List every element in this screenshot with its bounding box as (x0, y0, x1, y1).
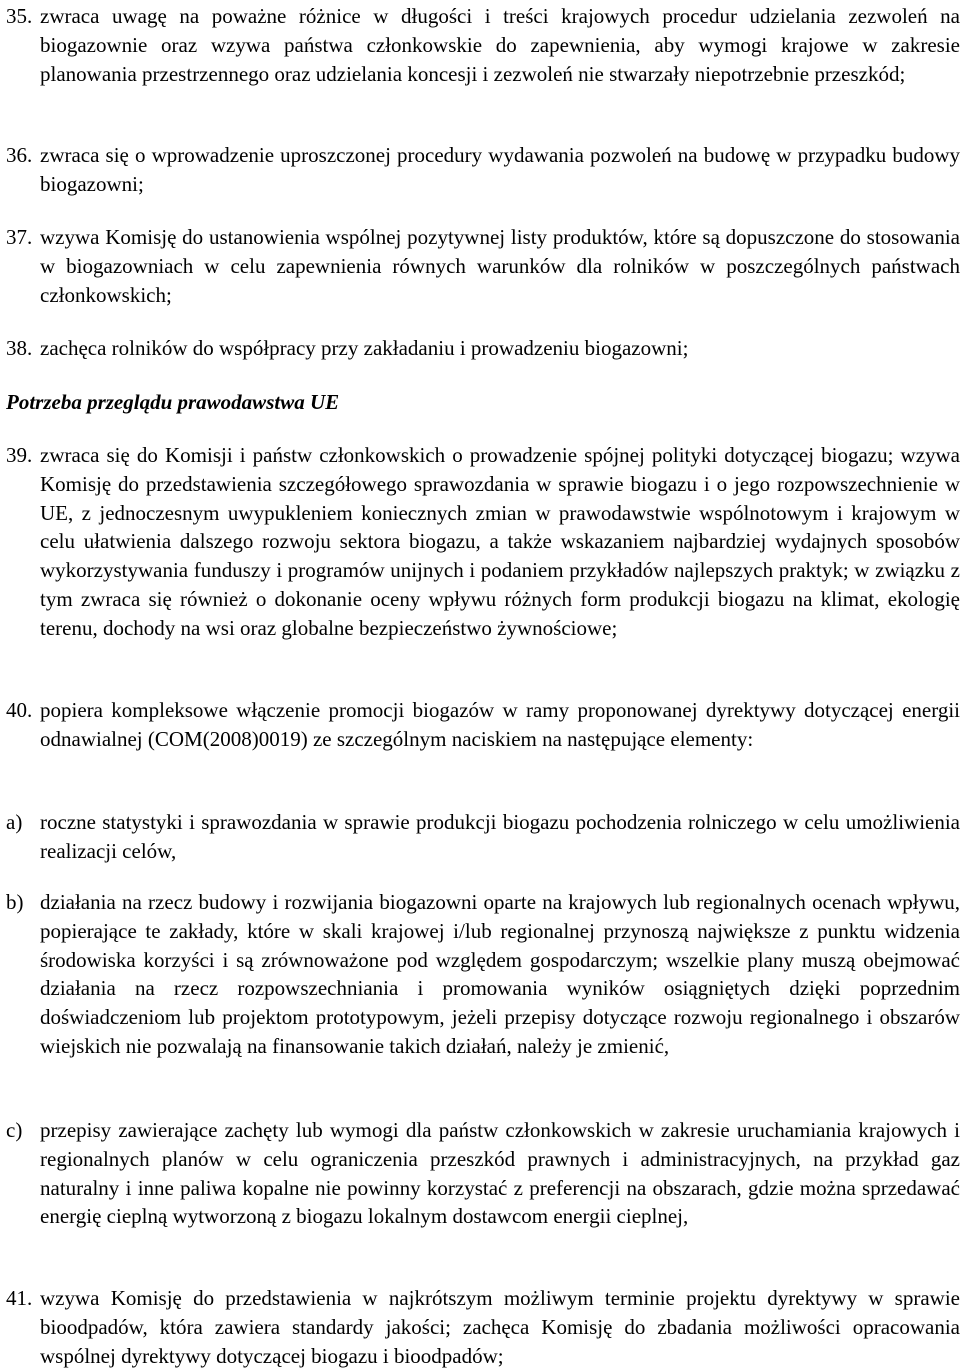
paragraph-number: 39. (6, 443, 33, 467)
paragraph-38 (6, 334, 960, 363)
paragraph-number: 40. (6, 698, 33, 722)
paragraph-number: 35. (6, 4, 33, 28)
subitem-text: przepisy zawierające zachęty lub wymogi dla państw członkowskich w zakresie uruchamiania krajowych i regionalnych planów w celu ograniczenia przeszkód prawnych i administracyjnych, na przykład gaz naturalny i inne paliwa kopalne nie powinny korzystać z preferencji na obszarach, gdzie można sprzedawać energię cieplną wytworzoną z biogazu lokalnym dostawcom energii cieplnej, (40, 1118, 960, 1229)
paragraph-text: zwraca się o wprowadzenie uproszczonej procedury wydawania pozwoleń na budowę w przypadku budowy biogazowni; (40, 143, 960, 196)
subitem-letter: b) (6, 890, 24, 914)
paragraph-text: zwraca się do Komisji i państw członkowskich o prowadzenie spójnej polityki dotyczącej biogazu; wzywa Komisję do przedstawienia szczegółowego sprawozdania w sprawie biogazu i o jego rozpowszechnienie w UE, z jednoczesnym uwypukleniem koniecznych zmian w prawodawstwie wspólnotowym i krajowym w celu ułatwienia dalszego rozwoju sektora biogazu, a także wskazaniem najbardziej wydajnych sposobów wykorzystywania funduszy i programów unijnych i podaniem przykładów najlepszych praktyk; w związku z tym zwraca się również o dokonanie oceny wpływu różnych form produkcji biogazu na klimat, ekologię terenu, dochody na wsi oraz globalne bezpieczeństwo żywnościowe; (40, 443, 960, 640)
subitem-text: roczne statystyki i sprawozdania w sprawie produkcji biogazu pochodzenia rolniczego w celu umożliwienia realizacji celów, (40, 810, 960, 863)
paragraph-37 (6, 223, 960, 309)
paragraph-41 (6, 1284, 960, 1370)
paragraph-40 (6, 696, 960, 754)
subitem-c (6, 1116, 960, 1231)
paragraph-number: 38. (6, 336, 33, 360)
subitem-b (6, 888, 960, 1061)
paragraph-number: 37. (6, 225, 33, 249)
paragraph-text: wzywa Komisję do przedstawienia w najkrótszym możliwym terminie projektu dyrektywy w sprawie bioodpadów, która zawiera standardy jakości; zachęca Komisję do zbadania możliwości opracowania wspólnej dyrektywy dotyczącej biogazu i bioodpadów; (40, 1286, 960, 1368)
paragraph-35 (6, 2, 960, 88)
subitem-letter: c) (6, 1118, 23, 1142)
paragraph-text: wzywa Komisję do ustanowienia wspólnej pozytywnej listy produktów, które są dopuszczone do stosowania w biogazowniach w celu zapewnienia równych warunków dla rolników w poszczególnych państwach członkowskich; (40, 225, 960, 307)
paragraph-39 (6, 441, 960, 643)
paragraph-text: zwraca uwagę na poważne różnice w długości i treści krajowych procedur udzielania zezwoleń na biogazownie oraz wzywa państwa członkowskie do zapewnienia, aby wymogi krajowe w zakresie planowania przestrzennego oraz udzielania koncesji i zezwoleń nie stwarzały niepotrzebnie przeszkód; (40, 4, 960, 86)
subitem-letter: a) (6, 810, 23, 834)
paragraph-text: popiera kompleksowe włączenie promocji biogazów w ramy proponowanej dyrektywy dotyczącej energii odnawialnej (COM(2008)0019) ze szczególnym naciskiem na następujące elementy: (40, 698, 960, 751)
paragraph-36 (6, 141, 960, 199)
paragraph-text: zachęca rolników do współpracy przy zakładaniu i prowadzeniu biogazowni; (40, 336, 689, 360)
subitem-a (6, 808, 960, 866)
subitem-text: działania na rzecz budowy i rozwijania biogazowni oparte na krajowych lub regionalnych ocenach wpływu, popierające te zakłady, które w skali krajowej i/lub regionalnej przynoszą największe z punktu widzenia środowiska korzyści i są zrównoważone pod względem gospodarczym; wszelkie plany muszą obejmować działania na rzecz rozpowszechniania i promowania wyników osiągniętych dzięki poprzednim doświadczeniom lub projektom prototypowym, jeżeli przepisy dotyczące rozwoju regionalnego i obszarów wiejskich nie pozwalają na finansowanie takich działań, należy je zmienić, (40, 890, 960, 1058)
section-heading: Potrzeba przeglądu prawodawstwa UE (6, 390, 340, 414)
paragraph-number: 36. (6, 143, 33, 167)
paragraph-number: 41. (6, 1286, 33, 1310)
